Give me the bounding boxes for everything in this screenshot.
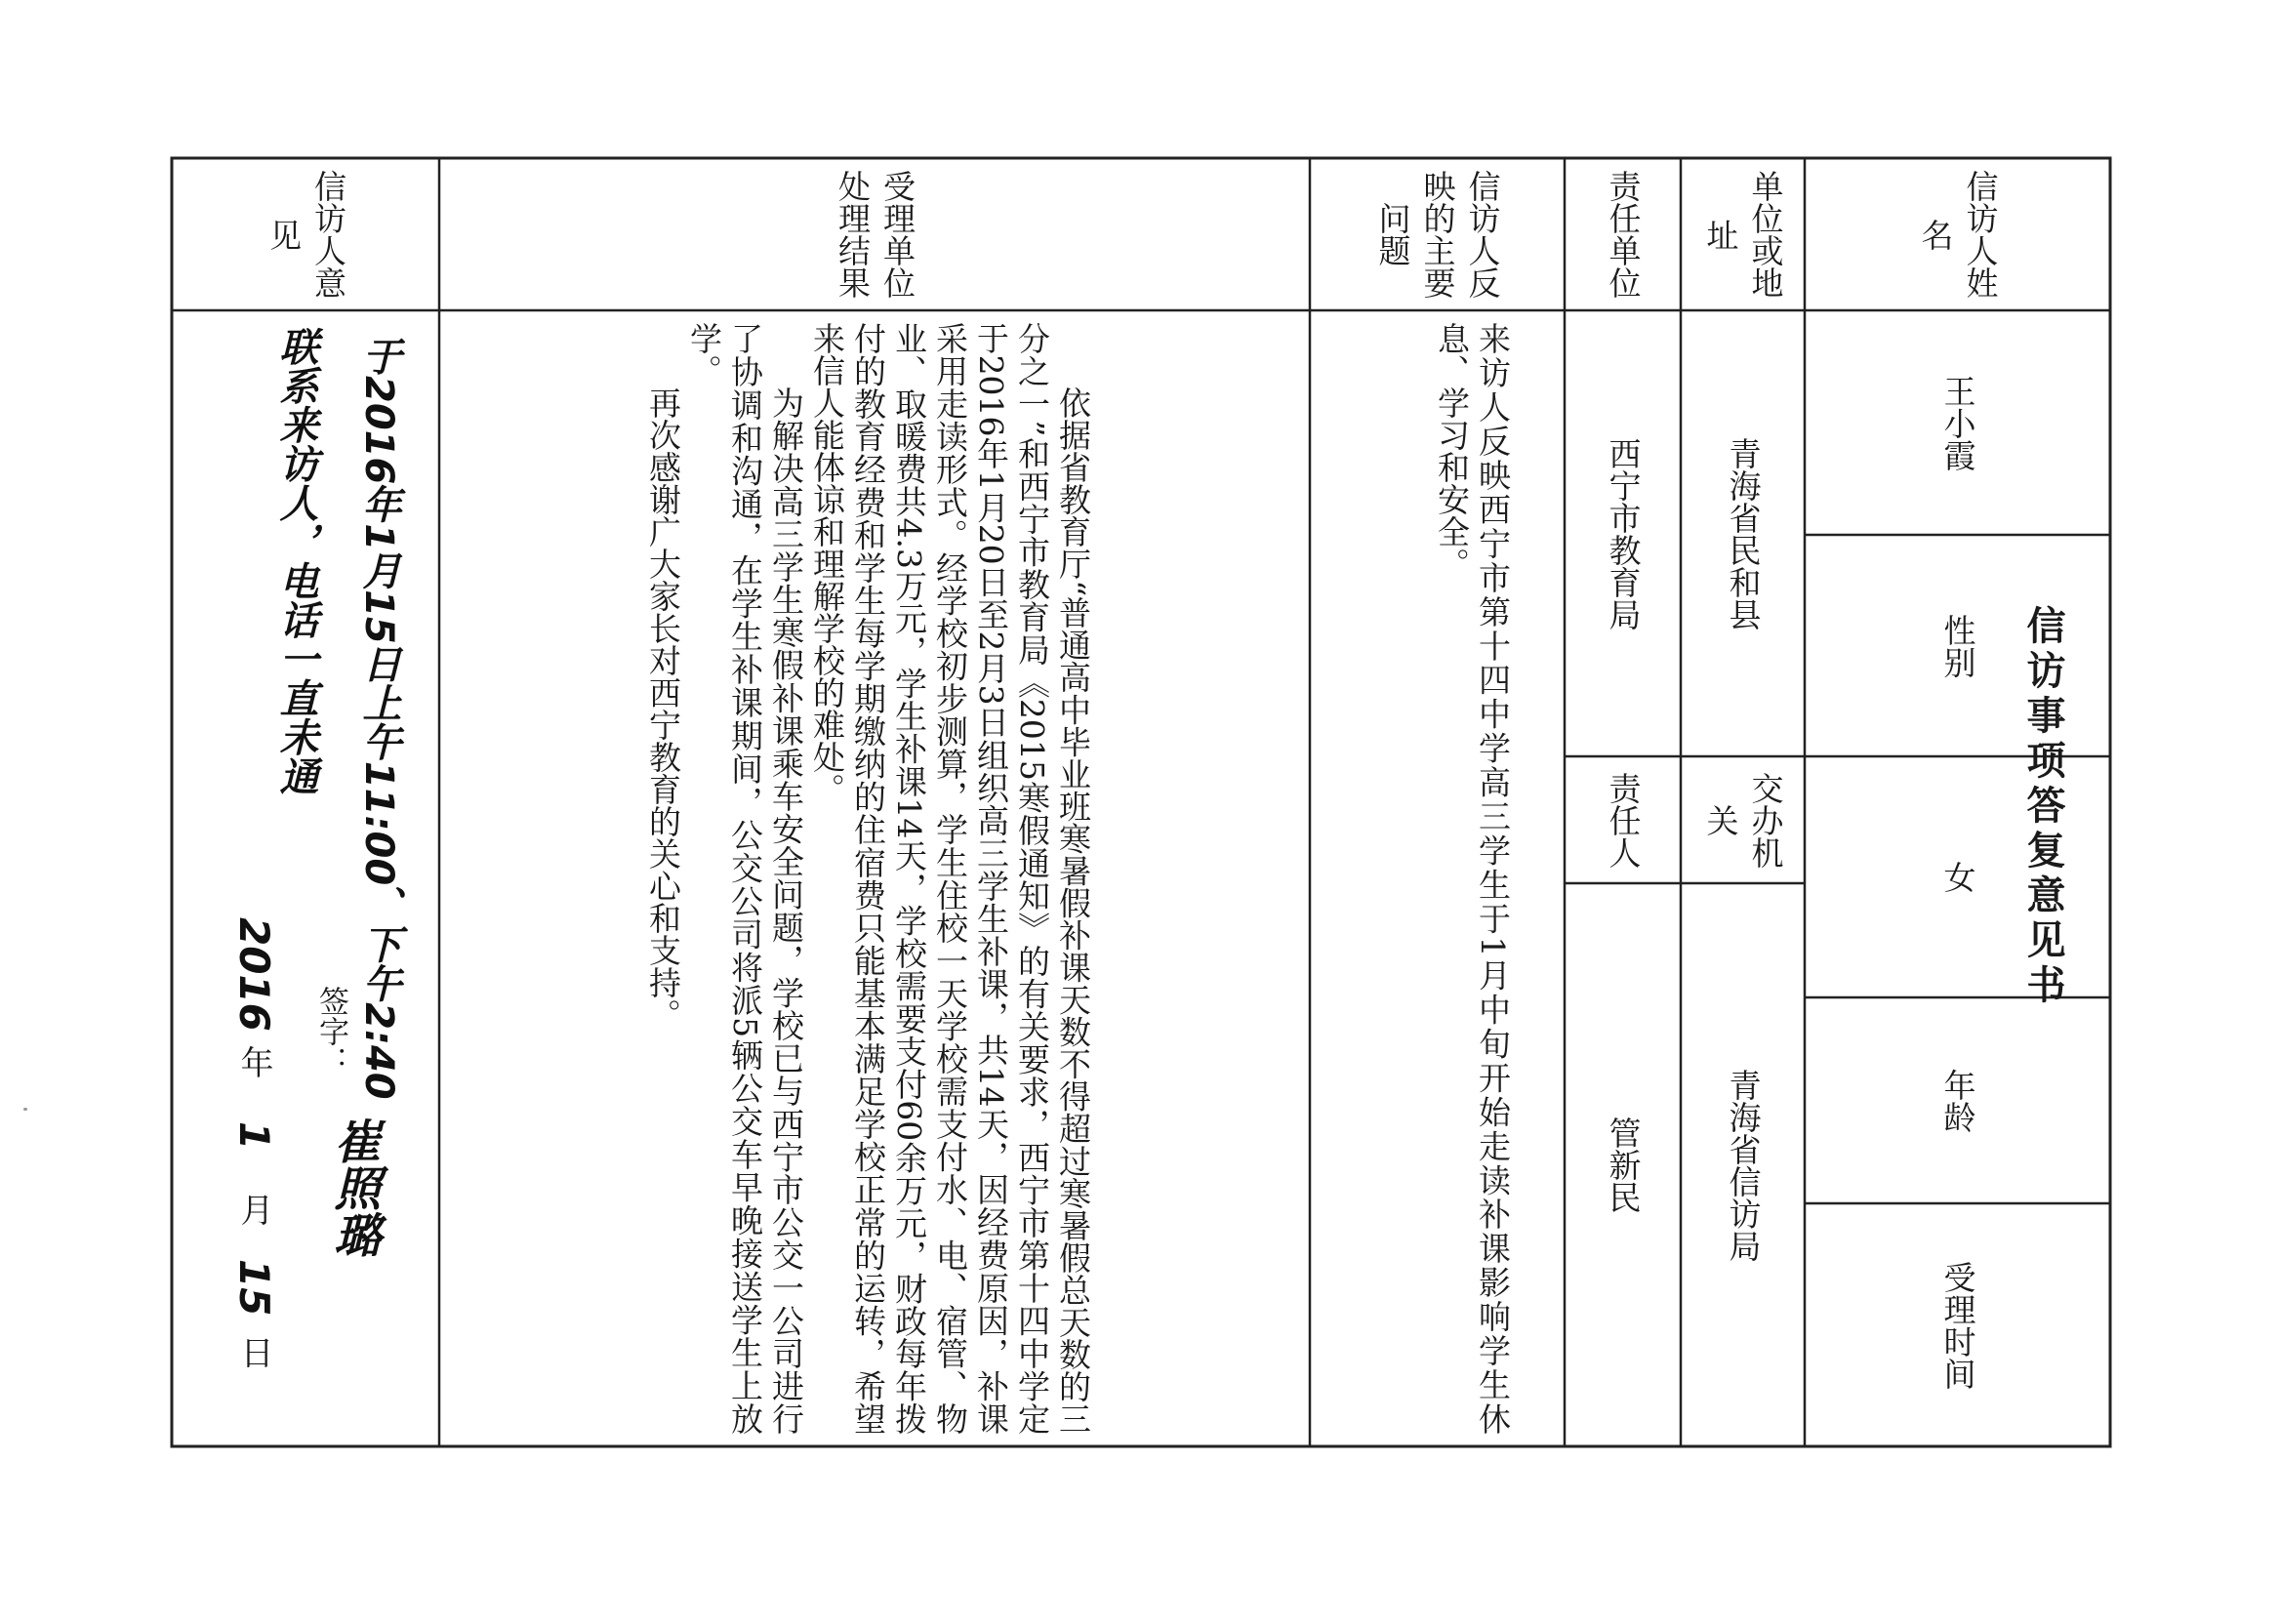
value-name: 王小霞 [1938, 374, 1977, 471]
value-responsible-unit: 西宁市教育局 [1604, 436, 1643, 630]
opinion-handwritten-line-2: 联系来访人，电话一直未通 [273, 327, 318, 795]
date-year: 2016 [230, 917, 278, 1032]
label-gender: 性别 [1938, 613, 1977, 678]
scan-speck [23, 1108, 27, 1111]
date-month-unit: 月 [234, 1193, 273, 1227]
label-opinion: 信访人意见 [265, 170, 347, 299]
date-day-unit: 日 [234, 1335, 273, 1369]
label-age: 年龄 [1938, 1068, 1977, 1133]
signature-handwritten: 崔照璐 [326, 1117, 381, 1258]
value-assigning-org: 青海省信访局 [1724, 1068, 1763, 1262]
opinion-date [230, 917, 278, 1369]
label-result: 受理单位处理结果 [834, 170, 916, 299]
result-paragraph-3: 再次感谢广大家长对西宁教育的关心和支持。 [644, 386, 682, 1031]
label-accept-time: 受理时间 [1938, 1260, 1977, 1390]
label-name: 信访人姓名 [1916, 170, 2000, 299]
document-title: 信访事项答复意见书 [2020, 605, 2066, 1009]
label-address: 单位或地址 [1701, 170, 1785, 299]
label-assigning-org: 交办机关 [1701, 771, 1785, 869]
signature-label: 签字： [313, 986, 348, 1076]
result-paragraph-2: 为解决高三学生寒假补课乘车安全问题，学校已与西宁市公交一公司进行了协调和沟通，在学生补课期间，公交公司将派5辆公交车早晚接送学生上放学。 [685, 322, 805, 1435]
label-responsible-person: 责任人 [1604, 771, 1643, 869]
date-year-unit: 年 [234, 1044, 273, 1078]
value-issue: 来访人反映西宁市第十四中学高三学生于1月中旬开始走读补课影响学生休息、学习和安全。 [1433, 322, 1512, 1435]
value-gender: 女 [1938, 861, 1977, 893]
label-responsible-unit: 责任单位 [1604, 170, 1643, 299]
date-month: 1 [230, 1120, 278, 1151]
label-issue: 信访人反映的主要问题 [1373, 170, 1502, 299]
value-address: 青海省民和县 [1724, 436, 1763, 630]
result-paragraph-1: 依据省教育厅“普通高中毕业班寒暑假补课天数不得超过寒暑假总天数的三分之一”和西宁市教育局《2015寒假通知》的有关要求，西宁市第十四中学定于2016年1月20日至2月3日组织高三学生补课，共14天，因经费原因，补课采用走读形式。经学校初步测算，学生住校一天学校需支付水、电、宿管、物业、取暖费共4.3万元，学生补课14天，学校需要支付60余万元，财政每年拨付的教育经费和学生每学期缴纳的住宿费只能基本满足学校正常的运转，希望来信人能体谅和理解学校的难处。 [808, 322, 1092, 1435]
value-responsible-person: 管新民 [1604, 1116, 1643, 1213]
opinion-handwritten-line-1: 于2016年1月15日上午11:00、下午2:40 [356, 337, 401, 1100]
value-result [605, 322, 1093, 1435]
date-day: 15 [230, 1259, 278, 1317]
